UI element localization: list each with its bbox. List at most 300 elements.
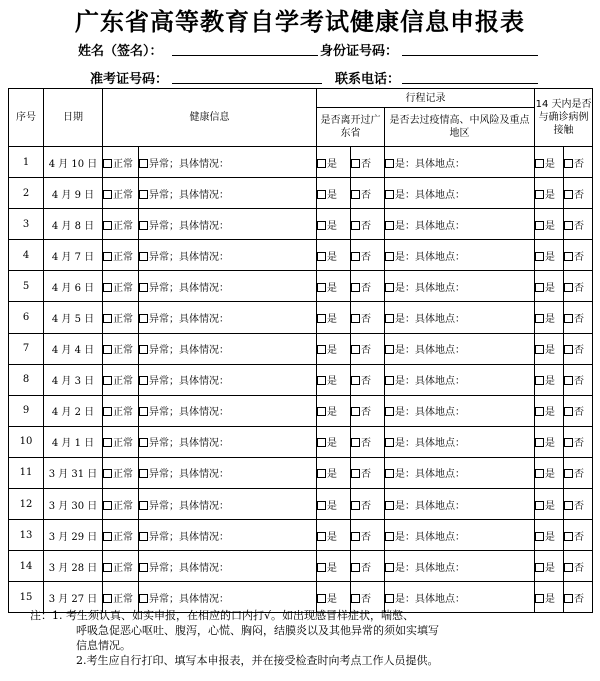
- left-gd-yes-option[interactable]: [317, 497, 337, 512]
- checkbox[interactable]: [351, 438, 360, 447]
- seq-cell: 5: [9, 271, 44, 302]
- left-gd-yes-option[interactable]: [317, 528, 337, 543]
- checkbox[interactable]: [385, 501, 394, 510]
- seq-cell: 11: [9, 457, 44, 488]
- checkbox[interactable]: [139, 221, 148, 230]
- left-gd-no-option[interactable]: [351, 310, 371, 325]
- abnormal-option[interactable]: [139, 248, 229, 263]
- checkbox[interactable]: [139, 532, 148, 541]
- note-line: 呼吸急促恶心呕吐、腹泻，心慌、胸闷，结膜炎以及其他异常的须如实填写: [76, 624, 439, 637]
- health-normal-cell: [103, 395, 139, 426]
- health-normal-cell: [103, 240, 139, 271]
- contact-no-option[interactable]: [564, 497, 584, 512]
- risk-area-yes-option[interactable]: [385, 528, 465, 543]
- abnormal-option[interactable]: [139, 528, 229, 543]
- option-label: 是：具体地点：: [395, 282, 465, 294]
- abnormal-option[interactable]: [139, 465, 229, 480]
- option-label: 是：具体地点：: [395, 345, 465, 357]
- seq-cell: 15: [9, 582, 44, 613]
- contact-no-option[interactable]: [564, 341, 584, 356]
- date-cell: 4 月 3 日: [44, 364, 103, 395]
- checkbox[interactable]: [564, 376, 573, 385]
- checkbox[interactable]: [564, 594, 573, 603]
- contact-yes-option[interactable]: [535, 341, 555, 356]
- left-gd-yes-option[interactable]: [317, 590, 337, 605]
- checkbox[interactable]: [385, 376, 394, 385]
- risk-area-yes-option[interactable]: [385, 310, 465, 325]
- contact-yes-option[interactable]: [535, 217, 555, 232]
- checkbox[interactable]: [351, 159, 360, 168]
- checkbox[interactable]: [535, 469, 544, 478]
- option-label: 是: [327, 314, 337, 326]
- option-label: 异常；具体情况：: [149, 314, 229, 326]
- checkbox[interactable]: [139, 407, 148, 416]
- normal-option[interactable]: [103, 559, 133, 574]
- checkbox[interactable]: [351, 345, 360, 354]
- checkbox[interactable]: [564, 221, 573, 230]
- option-label: 异常；具体情况：: [149, 531, 229, 543]
- checkbox[interactable]: [385, 594, 394, 603]
- checkbox[interactable]: [535, 159, 544, 168]
- left-gd-no-option[interactable]: [351, 186, 371, 201]
- checkbox[interactable]: [103, 438, 112, 447]
- left-gd-no-option[interactable]: [351, 465, 371, 480]
- checkbox[interactable]: [535, 438, 544, 447]
- option-label: 是: [545, 345, 556, 357]
- left-gd-yes-option[interactable]: [317, 341, 337, 356]
- left-gd-no-option[interactable]: [351, 403, 371, 418]
- checkbox[interactable]: [385, 221, 394, 230]
- option-label: 是: [545, 531, 556, 543]
- normal-option[interactable]: [103, 372, 133, 387]
- seq-cell: 8: [9, 364, 44, 395]
- contact-no-option[interactable]: [564, 372, 584, 387]
- exam-number-label: 准考证号码：: [90, 72, 169, 87]
- contact-yes-option[interactable]: [535, 559, 555, 574]
- checkbox[interactable]: [103, 376, 112, 385]
- health-abnormal-cell: [139, 178, 317, 209]
- option-label: 异常；具体情况：: [149, 469, 229, 481]
- option-label: 正常: [113, 189, 133, 201]
- left-gd-yes-option[interactable]: [317, 248, 337, 263]
- contact-yes-cell: [535, 240, 564, 271]
- normal-option[interactable]: [103, 590, 133, 605]
- checkbox[interactable]: [385, 159, 394, 168]
- checkbox[interactable]: [535, 252, 544, 261]
- option-label: 是: [545, 562, 556, 574]
- risk-area-cell: [385, 178, 535, 209]
- checkbox[interactable]: [351, 221, 360, 230]
- abnormal-option[interactable]: [139, 497, 229, 512]
- abnormal-option[interactable]: [139, 403, 229, 418]
- option-label: 是: [545, 407, 556, 419]
- checkbox[interactable]: [317, 594, 326, 603]
- health-normal-cell: [103, 178, 139, 209]
- phone-field[interactable]: [402, 83, 538, 84]
- checkbox[interactable]: [385, 252, 394, 261]
- contact-no-option[interactable]: [564, 310, 584, 325]
- left-gd-no-option[interactable]: [351, 528, 371, 543]
- option-label: 是：具体地点：: [395, 376, 465, 388]
- normal-option[interactable]: [103, 186, 133, 201]
- checkbox[interactable]: [535, 563, 544, 572]
- left-gd-no-option[interactable]: [351, 497, 371, 512]
- checkbox[interactable]: [351, 501, 360, 510]
- normal-option[interactable]: [103, 434, 133, 449]
- header-left-guangdong: 是否离开过广东省: [317, 108, 385, 147]
- checkbox[interactable]: [385, 532, 394, 541]
- left-gd-no-cell: [351, 364, 385, 395]
- checkbox[interactable]: [317, 283, 326, 292]
- checkbox[interactable]: [103, 594, 112, 603]
- contact-yes-option[interactable]: [535, 497, 555, 512]
- checkbox[interactable]: [564, 159, 573, 168]
- checkbox[interactable]: [103, 190, 112, 199]
- checkbox[interactable]: [385, 190, 394, 199]
- contact-no-cell: [564, 302, 593, 333]
- left-gd-no-option[interactable]: [351, 341, 371, 356]
- normal-option[interactable]: [103, 465, 133, 480]
- contact-no-cell: [564, 333, 593, 364]
- checkbox[interactable]: [535, 501, 544, 510]
- checkbox[interactable]: [564, 532, 573, 541]
- option-label: 正常: [113, 251, 133, 263]
- checkbox[interactable]: [351, 532, 360, 541]
- option-label: 正常: [113, 562, 133, 574]
- checkbox[interactable]: [535, 221, 544, 230]
- checkbox[interactable]: [103, 345, 112, 354]
- checkbox[interactable]: [317, 438, 326, 447]
- checkbox[interactable]: [385, 345, 394, 354]
- normal-option[interactable]: [103, 217, 133, 232]
- option-label: 是: [327, 158, 337, 170]
- checkbox[interactable]: [564, 407, 573, 416]
- risk-area-yes-option[interactable]: [385, 465, 465, 480]
- date-cell: 4 月 10 日: [44, 147, 103, 178]
- checkbox[interactable]: [351, 314, 360, 323]
- checkbox[interactable]: [317, 252, 326, 261]
- contact-yes-cell: [535, 178, 564, 209]
- abnormal-option[interactable]: [139, 434, 229, 449]
- contact-no-option[interactable]: [564, 465, 584, 480]
- risk-area-yes-option[interactable]: [385, 341, 465, 356]
- left-gd-yes-option[interactable]: [317, 434, 337, 449]
- checkbox[interactable]: [103, 252, 112, 261]
- checkbox[interactable]: [139, 563, 148, 572]
- left-gd-no-option[interactable]: [351, 248, 371, 263]
- checkbox[interactable]: [103, 532, 112, 541]
- contact-yes-option[interactable]: [535, 434, 555, 449]
- checkbox[interactable]: [103, 221, 112, 230]
- left-gd-no-option[interactable]: [351, 279, 371, 294]
- checkbox[interactable]: [535, 283, 544, 292]
- checkbox[interactable]: [139, 438, 148, 447]
- left-gd-yes-option[interactable]: [317, 403, 337, 418]
- risk-area-yes-option[interactable]: [385, 434, 465, 449]
- table-row: [9, 395, 593, 426]
- checkbox[interactable]: [564, 283, 573, 292]
- contact-no-option[interactable]: [564, 434, 584, 449]
- checkbox[interactable]: [535, 594, 544, 603]
- risk-area-yes-option[interactable]: [385, 403, 465, 418]
- abnormal-option[interactable]: [139, 310, 229, 325]
- contact-no-option[interactable]: [564, 155, 584, 170]
- checkbox[interactable]: [385, 563, 394, 572]
- checkbox[interactable]: [535, 376, 544, 385]
- risk-area-yes-option[interactable]: [385, 372, 465, 387]
- contact-yes-option[interactable]: [535, 465, 555, 480]
- contact-no-option[interactable]: [564, 590, 584, 605]
- checkbox[interactable]: [139, 252, 148, 261]
- table-row: [9, 364, 593, 395]
- exam-number-field[interactable]: [172, 83, 322, 84]
- date-cell: 3 月 31 日: [44, 457, 103, 488]
- risk-area-yes-option[interactable]: [385, 279, 465, 294]
- normal-option[interactable]: [103, 155, 133, 170]
- contact-yes-option[interactable]: [535, 310, 555, 325]
- checkbox[interactable]: [351, 469, 360, 478]
- contact-yes-option[interactable]: [535, 528, 555, 543]
- contact-no-option[interactable]: [564, 217, 584, 232]
- option-label: 正常: [113, 531, 133, 543]
- risk-area-yes-option[interactable]: [385, 186, 465, 201]
- health-abnormal-cell: [139, 489, 317, 520]
- contact-yes-option[interactable]: [535, 186, 555, 201]
- checkbox[interactable]: [351, 407, 360, 416]
- checkbox[interactable]: [317, 159, 326, 168]
- contact-yes-option[interactable]: [535, 155, 555, 170]
- left-gd-yes-option[interactable]: [317, 372, 337, 387]
- date-cell: 4 月 7 日: [44, 240, 103, 271]
- abnormal-option[interactable]: [139, 186, 229, 201]
- seq-cell: 14: [9, 551, 44, 582]
- risk-area-cell: [385, 520, 535, 551]
- checkbox[interactable]: [317, 407, 326, 416]
- abnormal-option[interactable]: [139, 590, 229, 605]
- checkbox[interactable]: [317, 469, 326, 478]
- left-gd-yes-option[interactable]: [317, 155, 337, 170]
- risk-area-yes-option[interactable]: [385, 497, 465, 512]
- checkbox[interactable]: [139, 159, 148, 168]
- option-label: 异常；具体情况：: [149, 438, 229, 450]
- checkbox[interactable]: [564, 345, 573, 354]
- header-date: 日期: [44, 89, 103, 147]
- checkbox[interactable]: [103, 159, 112, 168]
- checkbox[interactable]: [139, 376, 148, 385]
- id-label: 身份证号码：: [320, 44, 399, 59]
- health-abnormal-cell: [139, 457, 317, 488]
- option-label: 是：具体地点：: [395, 407, 465, 419]
- abnormal-option[interactable]: [139, 559, 229, 574]
- left-gd-no-cell: [351, 520, 385, 551]
- contact-yes-option[interactable]: [535, 403, 555, 418]
- normal-option[interactable]: [103, 528, 133, 543]
- checkbox[interactable]: [103, 283, 112, 292]
- option-label: 异常；具体情况：: [149, 407, 229, 419]
- left-gd-no-option[interactable]: [351, 559, 371, 574]
- checkbox[interactable]: [103, 469, 112, 478]
- health-normal-cell: [103, 302, 139, 333]
- checkbox[interactable]: [317, 501, 326, 510]
- checkbox[interactable]: [351, 376, 360, 385]
- checkbox[interactable]: [139, 283, 148, 292]
- seq-cell: 10: [9, 426, 44, 457]
- table-row: [9, 489, 593, 520]
- checkbox[interactable]: [139, 345, 148, 354]
- health-abnormal-cell: [139, 147, 317, 178]
- checkbox[interactable]: [103, 407, 112, 416]
- checkbox[interactable]: [564, 190, 573, 199]
- health-normal-cell: [103, 489, 139, 520]
- left-gd-yes-cell: [317, 333, 351, 364]
- checkbox[interactable]: [564, 501, 573, 510]
- contact-yes-cell: [535, 364, 564, 395]
- contact-yes-option[interactable]: [535, 279, 555, 294]
- date-cell: 3 月 29 日: [44, 520, 103, 551]
- date-cell: 3 月 27 日: [44, 582, 103, 613]
- health-normal-cell: [103, 457, 139, 488]
- left-gd-no-cell: [351, 395, 385, 426]
- option-label: 否: [574, 407, 585, 419]
- contact-yes-cell: [535, 551, 564, 582]
- left-gd-yes-option[interactable]: [317, 186, 337, 201]
- checkbox[interactable]: [317, 314, 326, 323]
- form-title: 广东省高等教育自学考试健康信息申报表: [75, 8, 525, 36]
- checkbox[interactable]: [564, 563, 573, 572]
- checkbox[interactable]: [351, 283, 360, 292]
- option-label: 否: [574, 376, 585, 388]
- contact-no-option[interactable]: [564, 528, 584, 543]
- contact-yes-option[interactable]: [535, 590, 555, 605]
- option-label: 否: [361, 314, 371, 326]
- seq-cell: 12: [9, 489, 44, 520]
- option-label: 正常: [113, 158, 133, 170]
- contact-yes-option[interactable]: [535, 372, 555, 387]
- checkbox[interactable]: [103, 314, 112, 323]
- left-gd-no-option[interactable]: [351, 590, 371, 605]
- option-label: 正常: [113, 282, 133, 294]
- checkbox[interactable]: [535, 314, 544, 323]
- left-gd-no-option[interactable]: [351, 372, 371, 387]
- note-line: 信息情况。: [76, 639, 131, 652]
- risk-area-yes-option[interactable]: [385, 217, 465, 232]
- risk-area-cell: [385, 302, 535, 333]
- left-gd-yes-option[interactable]: [317, 217, 337, 232]
- checkbox[interactable]: [385, 283, 394, 292]
- left-gd-no-option[interactable]: [351, 434, 371, 449]
- checkbox[interactable]: [351, 594, 360, 603]
- normal-option[interactable]: [103, 341, 133, 356]
- normal-option[interactable]: [103, 248, 133, 263]
- contact-no-option[interactable]: [564, 403, 584, 418]
- checkbox[interactable]: [385, 314, 394, 323]
- name-field[interactable]: [172, 55, 318, 56]
- checkbox[interactable]: [103, 501, 112, 510]
- left-gd-yes-option[interactable]: [317, 279, 337, 294]
- abnormal-option[interactable]: [139, 155, 229, 170]
- checkbox[interactable]: [139, 594, 148, 603]
- left-gd-yes-cell: [317, 426, 351, 457]
- checkbox[interactable]: [139, 469, 148, 478]
- checkbox[interactable]: [317, 376, 326, 385]
- contact-no-option[interactable]: [564, 279, 584, 294]
- contact-no-option[interactable]: [564, 186, 584, 201]
- phone-label: 联系电话：: [335, 72, 401, 87]
- health-normal-cell: [103, 520, 139, 551]
- abnormal-option[interactable]: [139, 372, 229, 387]
- option-label: 是：具体地点：: [395, 314, 465, 326]
- risk-area-yes-option[interactable]: [385, 248, 465, 263]
- health-normal-cell: [103, 426, 139, 457]
- normal-option[interactable]: [103, 403, 133, 418]
- checkbox[interactable]: [317, 532, 326, 541]
- option-label: 否: [574, 593, 585, 605]
- normal-option[interactable]: [103, 279, 133, 294]
- checkbox[interactable]: [351, 190, 360, 199]
- left-gd-no-option[interactable]: [351, 155, 371, 170]
- left-gd-yes-option[interactable]: [317, 559, 337, 574]
- checkbox[interactable]: [351, 252, 360, 261]
- checkbox[interactable]: [564, 314, 573, 323]
- option-label: 否: [361, 562, 371, 574]
- note-line: 2.考生应自行打印、填写本申报表，并在接受检查时向考点工作人员提供。: [76, 654, 439, 667]
- option-label: 否: [361, 189, 371, 201]
- checkbox[interactable]: [351, 563, 360, 572]
- date-cell: 4 月 5 日: [44, 302, 103, 333]
- contact-yes-cell: [535, 209, 564, 240]
- abnormal-option[interactable]: [139, 279, 229, 294]
- checkbox[interactable]: [385, 407, 394, 416]
- normal-option[interactable]: [103, 310, 133, 325]
- checkbox[interactable]: [139, 501, 148, 510]
- checkbox[interactable]: [385, 469, 394, 478]
- checkbox[interactable]: [317, 345, 326, 354]
- checkbox[interactable]: [564, 469, 573, 478]
- id-number-field[interactable]: [402, 55, 538, 56]
- option-label: 是: [327, 438, 337, 450]
- health-normal-cell: [103, 333, 139, 364]
- checkbox[interactable]: [139, 190, 148, 199]
- checkbox[interactable]: [535, 407, 544, 416]
- left-gd-yes-option[interactable]: [317, 310, 337, 325]
- checkbox[interactable]: [317, 221, 326, 230]
- contact-no-option[interactable]: [564, 248, 584, 263]
- left-gd-no-option[interactable]: [351, 217, 371, 232]
- risk-area-yes-option[interactable]: [385, 590, 465, 605]
- health-abnormal-cell: [139, 333, 317, 364]
- risk-area-yes-option[interactable]: [385, 559, 465, 574]
- left-gd-yes-option[interactable]: [317, 465, 337, 480]
- normal-option[interactable]: [103, 497, 133, 512]
- checkbox[interactable]: [535, 532, 544, 541]
- checkbox[interactable]: [535, 345, 544, 354]
- checkbox[interactable]: [317, 190, 326, 199]
- checkbox[interactable]: [564, 438, 573, 447]
- contact-yes-option[interactable]: [535, 248, 555, 263]
- risk-area-yes-option[interactable]: [385, 155, 465, 170]
- abnormal-option[interactable]: [139, 341, 229, 356]
- checkbox[interactable]: [103, 563, 112, 572]
- checkbox[interactable]: [385, 438, 394, 447]
- contact-no-option[interactable]: [564, 559, 584, 574]
- checkbox[interactable]: [317, 563, 326, 572]
- checkbox[interactable]: [139, 314, 148, 323]
- checkbox[interactable]: [535, 190, 544, 199]
- abnormal-option[interactable]: [139, 217, 229, 232]
- checkbox[interactable]: [564, 252, 573, 261]
- date-cell: 4 月 4 日: [44, 333, 103, 364]
- header-contact: 14 天内是否与确诊病例接触: [535, 89, 593, 147]
